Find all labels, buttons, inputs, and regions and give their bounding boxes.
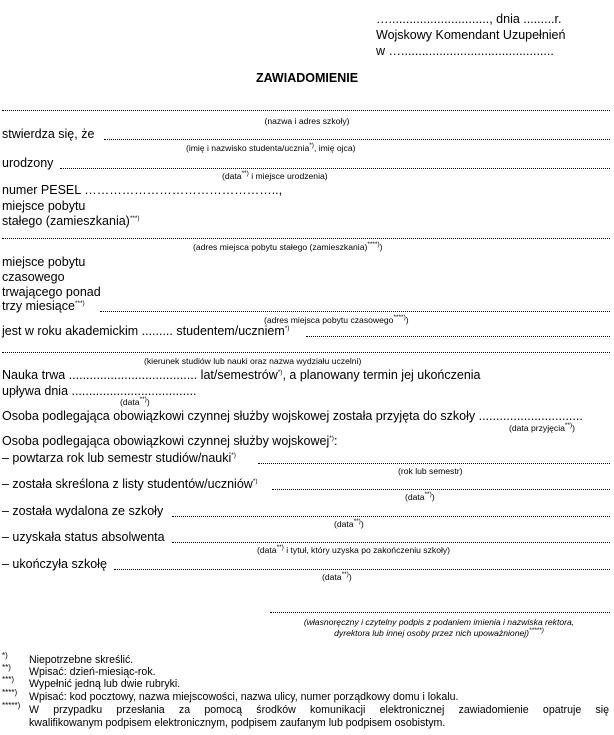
- expelled-line: [172, 516, 610, 517]
- graduate-label: – uzyskała status absolwenta: [2, 530, 165, 544]
- year-line: [306, 336, 610, 337]
- temp-address-line: [100, 311, 610, 312]
- footnote-text-4: Wpisać: kod pocztowy, nazwa miejscowości, nazwa ulicy, numer porządkowy domu i lokalu.: [29, 691, 459, 703]
- signature-line: [270, 612, 610, 613]
- footnote-text-2: Wpisać: dzień-miesiąc-rok.: [29, 666, 156, 678]
- perm-caption: (adres miejsca pobytu stałego (zamieszkania)****)): [193, 241, 383, 252]
- finished-caption: (data**)): [322, 571, 352, 582]
- admitted-label: Osoba podlegająca obowiązkowi czynnej służby wojskowej została przyjęta do szkoły ..............................: [2, 409, 583, 423]
- field-caption: (kierunek studiów lub nauki oraz nazwa wydziału uczelni): [144, 356, 362, 366]
- removed-caption: (data**)): [405, 491, 435, 502]
- perm-label-2: stałego (zamieszkania)***): [2, 214, 140, 228]
- document-title: ZAWIADOMIENIE: [255, 71, 359, 85]
- school-caption: (nazwa i adres szkoły): [264, 116, 350, 126]
- duration-label: Nauka trwa ..................................... lat/semestrów*), a planowany termin jej ukończenia: [2, 368, 481, 382]
- field-of-study-line: [2, 352, 610, 353]
- signature-caption-2: dyrektora lub innej osoby przez nich upoważnionej)*****): [334, 627, 544, 638]
- commander-title: Wojskowy Komendant Uzupełnień: [376, 28, 566, 42]
- expelled-label: – została wydalona ze szkoły: [2, 504, 164, 518]
- graduate-caption: (data**) i tytuł, który uzyska po zakończeniu szkoły): [257, 544, 451, 555]
- repeat-caption: (rok lub semestr): [398, 466, 463, 476]
- finished-line: [114, 569, 610, 570]
- born-line: [60, 168, 610, 169]
- temp-label-1: miejsce pobytu: [2, 255, 86, 269]
- born-label: urodzony: [2, 156, 54, 170]
- footnote-text-3: Wypełnić jedną lub dwie rubryki.: [29, 678, 181, 690]
- commander-location-line: w …............................................: [376, 44, 554, 58]
- school-name-line: [2, 110, 610, 111]
- footnote-text-5a: W przypadku przesłania za pomocą środków komunikacji elektronicznej zawiadomienie opatruje się: [29, 704, 609, 716]
- perm-label-1: miejsce pobytu: [2, 199, 86, 213]
- admitted-caption: (data przyjęcia**)): [509, 422, 575, 433]
- obligated-label: Osoba podlegająca obowiązkowi czynnej służby wojskowej*):: [2, 434, 338, 448]
- signature-caption-1: (własnoręczny i czytelny podpis z podaniem imienia i nazwiska rektora,: [303, 617, 575, 627]
- states-label: stwierdza się, że: [2, 127, 95, 141]
- date-line: …............................., dnia .........r.: [376, 12, 562, 26]
- removed-line: [272, 489, 610, 490]
- born-caption: (data**) i miejsce urodzenia): [222, 170, 328, 181]
- repeat-label: – powtarza rok lub semestr studiów/nauki*): [2, 451, 236, 465]
- temp-label-2: czasowego: [2, 270, 65, 284]
- student-caption: (imię i nazwisko studenta/ucznia*), imię ojca): [186, 142, 356, 153]
- temp-label-3: trwającego ponad: [2, 285, 101, 299]
- year-label: jest w roku akademickim ......... studentem/uczniem*): [2, 324, 290, 338]
- student-name-line: [104, 139, 610, 140]
- temp-label-4: trzy miesiące***): [2, 299, 85, 313]
- graduate-line: [172, 542, 610, 543]
- removed-label: – została skreślona z listy studentów/uczniów*): [2, 477, 258, 491]
- perm-address-line: [2, 238, 610, 239]
- footnote-mark-5: *****): [2, 701, 21, 710]
- expelled-caption: (data**)): [334, 518, 364, 529]
- footnote-text-5b: kwalifikowanym podpisem elektronicznym, podpisem zaufanym lub podpisem osobistym.: [29, 717, 446, 729]
- footnote-text-1: Niepotrzebne skreślić.: [29, 654, 134, 666]
- expires-caption: (data**)): [120, 396, 150, 407]
- expires-label: upływa dnia ....................................: [2, 384, 197, 398]
- footnote-mark-2: **): [2, 663, 11, 672]
- footnote-mark-1: *): [2, 651, 8, 660]
- temp-caption: (adres miejsca pobytu czasowego****)): [264, 314, 409, 325]
- finished-label: – ukończyła szkołę: [2, 557, 107, 571]
- footnote-mark-3: ***): [2, 675, 15, 684]
- repeat-line: [258, 463, 610, 464]
- footnote-mark-4: ****): [2, 688, 18, 697]
- pesel-label: numer PESEL ………………………………………..,: [2, 183, 283, 197]
